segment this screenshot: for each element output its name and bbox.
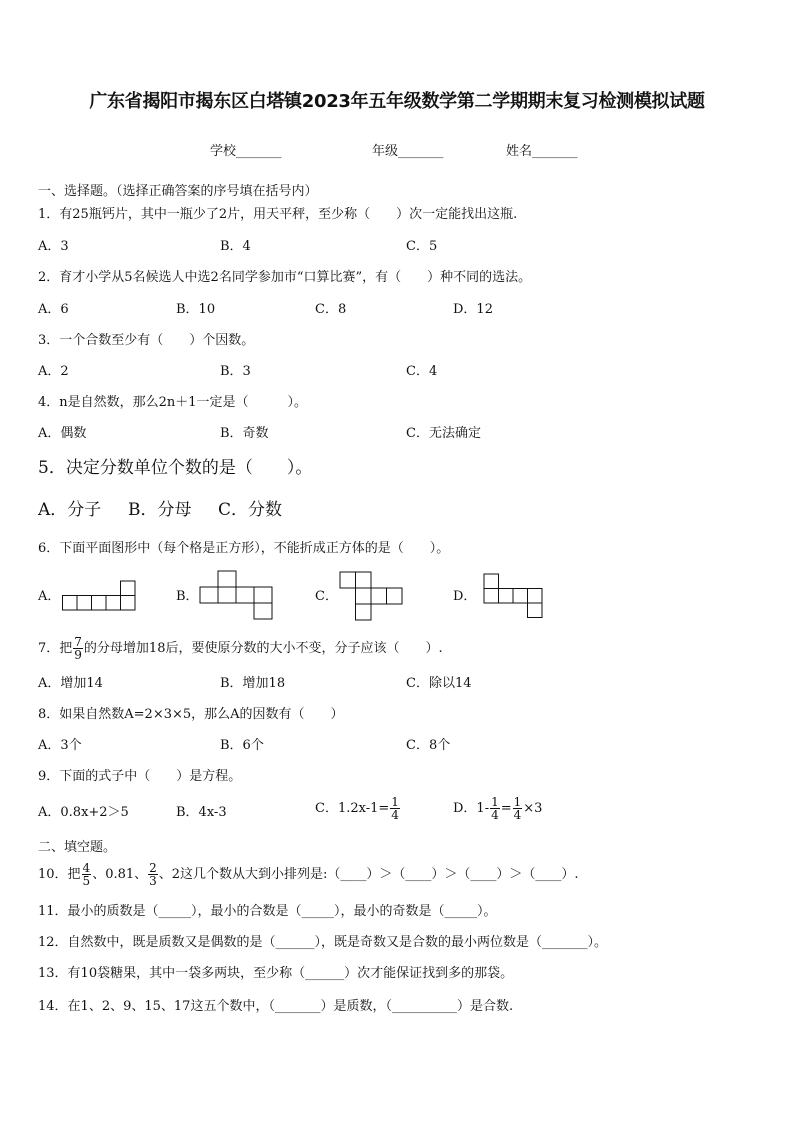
q9-d-fraction-1 xyxy=(490,796,500,821)
q10-numerator-2: 2 xyxy=(149,861,157,875)
q9-option-b: B．4x-3 xyxy=(176,805,227,820)
q6-option-a: A． xyxy=(38,589,61,604)
q8-option-a: A．3个 xyxy=(38,738,82,753)
question-9: 9．下面的式子中（ ）是方程。 xyxy=(38,769,242,784)
question-1: 1．有25瓶钙片，其中一瓶少了2片，用天平秤，至少称（ ）次一定能找出这瓶. xyxy=(38,207,518,222)
section-heading-fill: 二、填空题。 xyxy=(38,840,117,855)
q10-denominator-1: 5 xyxy=(82,874,91,888)
q10-fraction-2 xyxy=(148,862,158,887)
question-8: 8．如果自然数A=2×3×5，那么A的因数有（ ） xyxy=(38,707,344,722)
q9-d-fraction-2 xyxy=(513,796,523,821)
question-7 xyxy=(38,636,443,661)
q9-d-equals: = xyxy=(500,801,512,816)
q10-fraction-1 xyxy=(82,862,92,887)
question-11: 11．最小的质数是（_____），最小的合数是（_____），最小的奇数是（_____）。 xyxy=(38,904,497,919)
q6-option-b: B． xyxy=(176,589,199,604)
q5-option-b: B．分母 xyxy=(128,500,192,520)
q6-option-c: C． xyxy=(315,589,338,604)
question-2: 2．育才小学从5名候选人中选2名同学参加市“口算比赛”，有（ ）种不同的选法。 xyxy=(38,270,532,285)
q8-option-c: C．8个 xyxy=(406,738,451,753)
q3-option-a: A．2 xyxy=(38,364,69,379)
q1-option-a: A．3 xyxy=(38,239,69,254)
q9-d-numerator-2: 1 xyxy=(513,795,522,809)
q9-option-c xyxy=(315,796,401,821)
q5-option-c: C．分数 xyxy=(218,500,283,520)
q5-option-a: A．分子 xyxy=(38,500,102,520)
q2-option-d: D．12 xyxy=(453,302,493,317)
q7-fraction xyxy=(73,636,83,661)
q9-d-suffix: ×3 xyxy=(523,801,543,816)
q2-option-c: C．8 xyxy=(315,302,347,317)
q7-suffix: 的分母增加18后，要使原分数的大小不变，分子应该（ ）. xyxy=(83,641,443,656)
question-3: 3．一个合数至少有（ ）个因数。 xyxy=(38,333,255,348)
q1-option-b: B．4 xyxy=(220,239,251,254)
q9-option-d xyxy=(453,796,542,821)
q4-option-c: C．无法确定 xyxy=(406,426,481,441)
q7-option-b: B．增加18 xyxy=(220,676,286,691)
question-10 xyxy=(38,862,579,887)
q7-option-a: A．增加14 xyxy=(38,676,103,691)
question-6: 6．下面平面图形中（每个格是正方形），不能折成正方体的是（ ）。 xyxy=(38,541,450,556)
q9-d-prefix: D．1- xyxy=(453,801,490,816)
grade-field: 年级_______ xyxy=(372,144,444,159)
q2-option-b: B．10 xyxy=(176,302,216,317)
question-13: 13．有10袋糖果，其中一袋多两块，至少称（______）次才能保证找到多的那袋。 xyxy=(38,966,514,981)
q7-option-c: C．除以14 xyxy=(406,676,472,691)
school-field: 学校_______ xyxy=(210,144,282,159)
question-5: 5．决定分数单位个数的是（ ）。 xyxy=(38,458,313,478)
q7-numerator: 7 xyxy=(74,635,82,649)
q3-option-b: B．3 xyxy=(220,364,251,379)
q1-option-c: C．5 xyxy=(406,239,438,254)
cube-net-c xyxy=(339,571,405,623)
q2-option-a: A．6 xyxy=(38,302,69,317)
q10-denominator-2: 3 xyxy=(149,874,157,888)
q9-c-prefix: C．1.2x-1= xyxy=(315,801,390,816)
q10-suffix: 、2这几个数从大到小排列是:（____）＞（____）＞（____）＞（____）. xyxy=(158,867,579,882)
q9-d-denominator-2: 4 xyxy=(513,808,522,822)
q9-option-a: A．0.8x+2＞5 xyxy=(38,805,129,820)
name-field: 姓名_______ xyxy=(506,144,578,159)
section-heading-choice: 一、选择题。（选择正确答案的序号填在括号内） xyxy=(38,184,318,199)
q10-middle: 、0.81、 xyxy=(92,867,148,882)
q4-option-a: A．偶数 xyxy=(38,426,87,441)
q10-prefix: 10．把 xyxy=(38,867,81,882)
q9-c-fraction xyxy=(390,796,400,821)
q7-denominator: 9 xyxy=(74,648,82,662)
cube-net-b xyxy=(199,570,279,622)
cube-net-a xyxy=(62,580,137,612)
cube-net-d xyxy=(483,573,545,619)
page-title: 广东省揭阳市揭东区白塔镇2023年五年级数学第二学期期末复习检测模拟试题 xyxy=(89,91,705,112)
q8-option-b: B．6个 xyxy=(220,738,264,753)
q10-numerator-1: 4 xyxy=(82,861,91,875)
question-12: 12．自然数中，既是质数又是偶数的是（______），既是奇数又是合数的最小两位数是（_______）。 xyxy=(38,935,608,950)
q7-prefix: 7．把 xyxy=(38,641,73,656)
q6-option-d: D． xyxy=(453,589,477,604)
q3-option-c: C．4 xyxy=(406,364,438,379)
q9-d-numerator-1: 1 xyxy=(491,795,499,809)
question-14: 14．在1、2、9、15、17这五个数中，（_______）是质数，（__________）是合数. xyxy=(38,999,514,1014)
question-4: 4．n是自然数，那么2n＋1一定是（ ）。 xyxy=(38,395,308,410)
q4-option-b: B．奇数 xyxy=(220,426,269,441)
q9-c-denominator: 4 xyxy=(391,808,399,822)
q9-c-numerator: 1 xyxy=(391,795,399,809)
q9-d-denominator-1: 4 xyxy=(491,808,499,822)
